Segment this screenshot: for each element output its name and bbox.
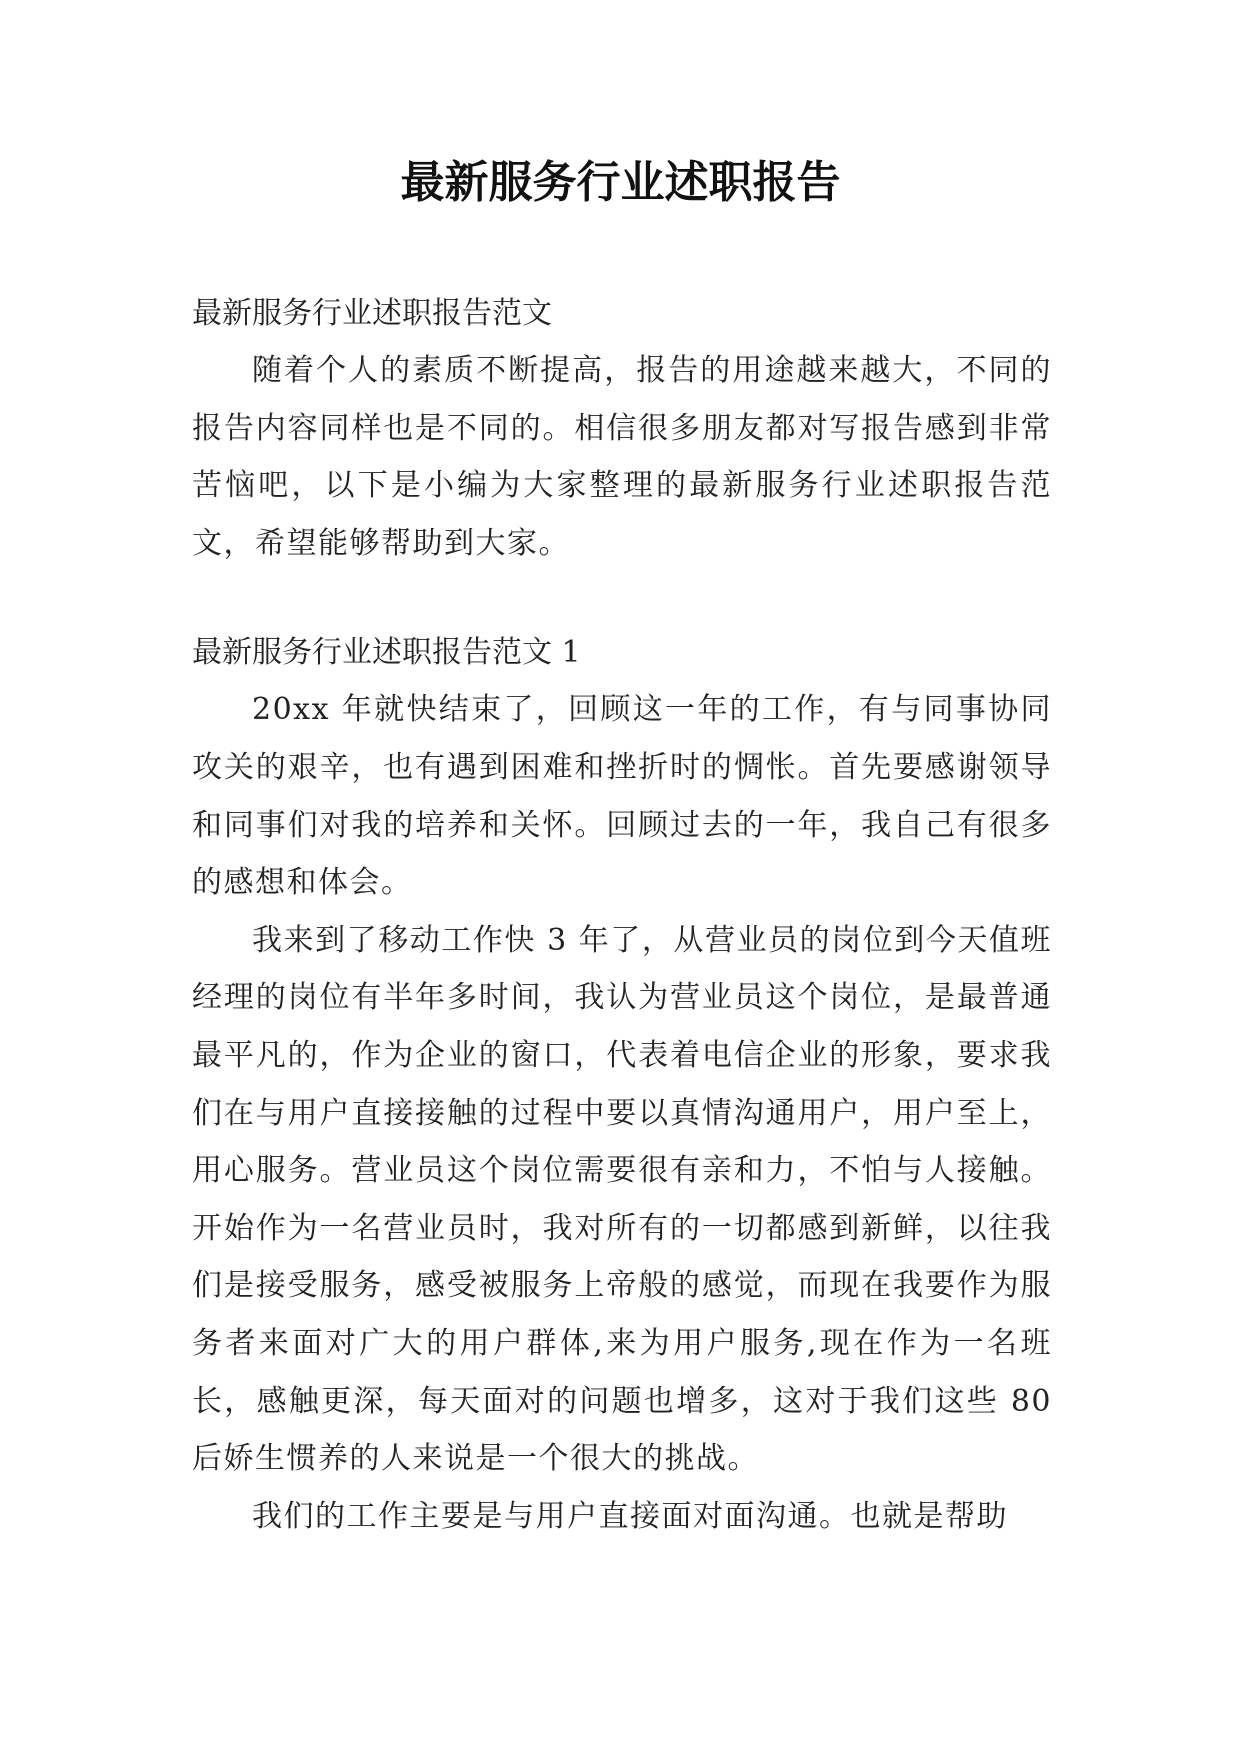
section-spacer [192,572,1052,625]
subtitle-heading: 最新服务行业述职报告范文 [192,296,552,331]
document-body [192,286,1052,1545]
intro-paragraph: 随着个人的素质不断提高，报告的用途越来越大，不同的报告内容同样也是不同的。相信很多朋友都对写报告感到非常苦恼吧，以下是小编为大家整理的最新服务行业述职报告范文，希望能够帮助到大家。 [192,353,1052,561]
body-paragraph: 20xx 年就快结束了，回顾这一年的工作，有与同事协同攻关的艰辛，也有遇到困难和挫折时的惆怅。首先要感谢领导和同事们对我的培养和关怀。回顾过去的一年，我自己有很多的感想和体会。 [192,692,1052,901]
document-title: 最新服务行业述职报告 [400,157,841,208]
section-heading: 最新服务行业述职报告范文 1 [192,635,581,671]
body-paragraph: 我来到了移动工作快 3 年了，从营业员的岗位到今天值班经理的岗位有半年多时间，我认为营业员这个岗位，是最普通最平凡的，作为企业的窗口，代表着电信企业的形象，要求我们在与用户直接接触的过程中要以真情沟通用户，用户至上，用心服务。营业员这个岗位需要很有亲和力，不怕与人接触。开始作为一名营业员时，我对所有的一切都感到新鲜，以往我们是接受服务，感受被服务上帝般的感觉，而现在我要作为服务者来面对广大的用户群体,来为用户服务,现在作为一名班长，感触更深，每天面对的问题也增多，这对于我们这些 80 后娇生惯养的人来说是一个很大的挑战。 [192,922,1052,1477]
body-paragraph: 我们的工作主要是与用户直接面对面沟通。也就是帮助 [252,1498,1008,1534]
